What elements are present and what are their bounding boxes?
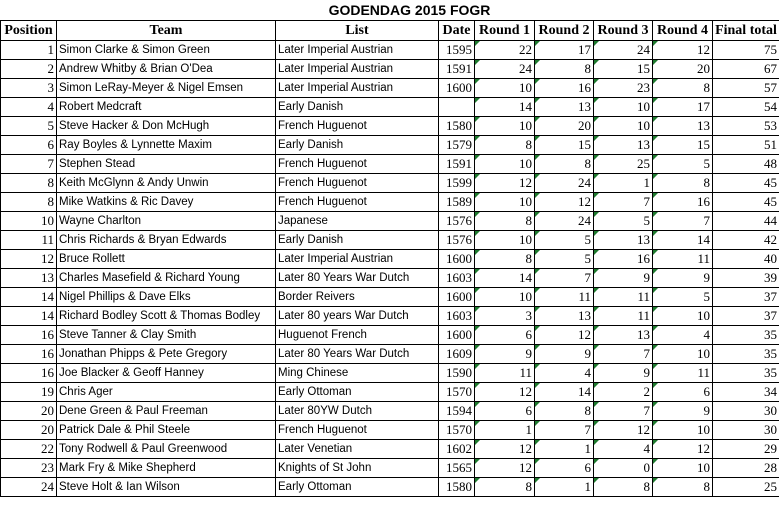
cell-round-3[interactable]: 10 bbox=[594, 117, 653, 136]
cell-final-total[interactable]: 57 bbox=[713, 79, 779, 98]
cell-round-3[interactable]: 7 bbox=[594, 345, 653, 364]
cell-list[interactable]: Early Danish bbox=[276, 136, 439, 155]
cell-round-1[interactable]: 8 bbox=[475, 212, 535, 231]
table-row bbox=[1, 60, 779, 79]
cell-round-2[interactable]: 17 bbox=[535, 41, 594, 60]
header-date[interactable]: Date bbox=[439, 21, 475, 41]
cell-round-2[interactable]: 8 bbox=[535, 155, 594, 174]
cell-final-total[interactable]: 54 bbox=[713, 98, 779, 117]
cell-round-1[interactable]: 3 bbox=[475, 307, 535, 326]
cell-round-4[interactable]: 11 bbox=[653, 364, 713, 383]
cell-final-total[interactable]: 40 bbox=[713, 250, 779, 269]
table-row bbox=[1, 402, 779, 421]
cell-round-4[interactable]: 5 bbox=[653, 288, 713, 307]
cell-round-4[interactable]: 14 bbox=[653, 231, 713, 250]
table-row bbox=[1, 98, 779, 117]
cell-round-1[interactable]: 1 bbox=[475, 421, 535, 440]
cell-team[interactable]: Mike Watkins & Ric Davey bbox=[57, 193, 276, 212]
cell-team[interactable]: Charles Masefield & Richard Young bbox=[57, 269, 276, 288]
cell-position[interactable]: 3 bbox=[1, 79, 57, 98]
cell-final-total[interactable]: 45 bbox=[713, 193, 779, 212]
cell-round-1[interactable]: 24 bbox=[475, 60, 535, 79]
cell-team[interactable]: Steve Holt & Ian Wilson bbox=[57, 478, 276, 497]
cell-round-4[interactable]: 16 bbox=[653, 193, 713, 212]
cell-round-4[interactable]: 5 bbox=[653, 155, 713, 174]
cell-final-total[interactable]: 45 bbox=[713, 174, 779, 193]
cell-round-1[interactable]: 10 bbox=[475, 155, 535, 174]
cell-list[interactable]: French Huguenot bbox=[276, 155, 439, 174]
cell-round-3[interactable]: 8 bbox=[594, 478, 653, 497]
cell-team[interactable]: Patrick Dale & Phil Steele bbox=[57, 421, 276, 440]
cell-team[interactable]: Richard Bodley Scott & Thomas Bodley bbox=[57, 307, 276, 326]
cell-position[interactable]: 5 bbox=[1, 117, 57, 136]
cell-round-1[interactable]: 12 bbox=[475, 459, 535, 478]
cell-date[interactable]: 1602 bbox=[439, 440, 475, 459]
cell-round-4[interactable]: 8 bbox=[653, 478, 713, 497]
table-row bbox=[1, 478, 779, 497]
cell-list[interactable]: Early Danish bbox=[276, 98, 439, 117]
cell-round-4[interactable]: 13 bbox=[653, 117, 713, 136]
cell-round-3[interactable]: 24 bbox=[594, 41, 653, 60]
cell-round-1[interactable]: 14 bbox=[475, 269, 535, 288]
cell-date[interactable]: 1599 bbox=[439, 174, 475, 193]
cell-team[interactable]: Dene Green & Paul Freeman bbox=[57, 402, 276, 421]
cell-round-2[interactable]: 9 bbox=[535, 345, 594, 364]
cell-round-1[interactable]: 6 bbox=[475, 326, 535, 345]
cell-round-1[interactable]: 6 bbox=[475, 402, 535, 421]
cell-round-3[interactable]: 9 bbox=[594, 269, 653, 288]
table-row bbox=[1, 250, 779, 269]
cell-list[interactable]: Later Imperial Austrian bbox=[276, 79, 439, 98]
cell-round-4[interactable]: 12 bbox=[653, 440, 713, 459]
cell-position[interactable]: 8 bbox=[1, 193, 57, 212]
cell-round-4[interactable]: 4 bbox=[653, 326, 713, 345]
header-position[interactable]: Position bbox=[1, 21, 57, 41]
cell-date[interactable]: 1594 bbox=[439, 402, 475, 421]
cell-round-4[interactable]: 10 bbox=[653, 307, 713, 326]
table-row bbox=[1, 155, 779, 174]
cell-list[interactable]: Later Imperial Austrian bbox=[276, 60, 439, 79]
cell-final-total[interactable]: 39 bbox=[713, 269, 779, 288]
cell-team[interactable]: Andrew Whitby & Brian O'Dea bbox=[57, 60, 276, 79]
cell-date[interactable]: 1580 bbox=[439, 117, 475, 136]
header-team[interactable]: Team bbox=[57, 21, 276, 41]
cell-position[interactable]: 19 bbox=[1, 383, 57, 402]
cell-round-4[interactable]: 7 bbox=[653, 212, 713, 231]
cell-round-2[interactable]: 15 bbox=[535, 136, 594, 155]
cell-list[interactable]: Later Imperial Austrian bbox=[276, 250, 439, 269]
cell-team[interactable]: Jonathan Phipps & Pete Gregory bbox=[57, 345, 276, 364]
cell-team[interactable]: Stephen Stead bbox=[57, 155, 276, 174]
cell-position[interactable]: 24 bbox=[1, 478, 57, 497]
cell-round-2[interactable]: 13 bbox=[535, 307, 594, 326]
cell-list[interactable]: Later 80 Years War Dutch bbox=[276, 269, 439, 288]
table-row bbox=[1, 212, 779, 231]
cell-round-4[interactable]: 10 bbox=[653, 459, 713, 478]
cell-round-2[interactable]: 1 bbox=[535, 478, 594, 497]
cell-date[interactable]: 1595 bbox=[439, 41, 475, 60]
cell-list[interactable]: French Huguenot bbox=[276, 117, 439, 136]
cell-date[interactable]: 1603 bbox=[439, 269, 475, 288]
cell-team[interactable]: Chris Richards & Bryan Edwards bbox=[57, 231, 276, 250]
cell-round-1[interactable]: 8 bbox=[475, 478, 535, 497]
table-row bbox=[1, 136, 779, 155]
cell-team[interactable]: Chris Ager bbox=[57, 383, 276, 402]
cell-round-4[interactable]: 9 bbox=[653, 402, 713, 421]
cell-list[interactable]: Later Imperial Austrian bbox=[276, 41, 439, 60]
cell-list[interactable]: Early Danish bbox=[276, 231, 439, 250]
cell-list[interactable]: Japanese bbox=[276, 212, 439, 231]
cell-round-1[interactable]: 11 bbox=[475, 364, 535, 383]
cell-list[interactable]: Knights of St John bbox=[276, 459, 439, 478]
table-row bbox=[1, 269, 779, 288]
cell-list[interactable]: Early Ottoman bbox=[276, 478, 439, 497]
cell-final-total[interactable]: 48 bbox=[713, 155, 779, 174]
cell-round-3[interactable]: 5 bbox=[594, 212, 653, 231]
cell-final-total[interactable]: 51 bbox=[713, 136, 779, 155]
cell-position[interactable]: 16 bbox=[1, 364, 57, 383]
cell-round-3[interactable]: 23 bbox=[594, 79, 653, 98]
cell-date[interactable]: 1600 bbox=[439, 79, 475, 98]
cell-team[interactable]: Ray Boyles & Lynnette Maxim bbox=[57, 136, 276, 155]
cell-date[interactable]: 1600 bbox=[439, 326, 475, 345]
cell-position[interactable]: 16 bbox=[1, 345, 57, 364]
cell-round-2[interactable]: 20 bbox=[535, 117, 594, 136]
cell-round-1[interactable]: 14 bbox=[475, 98, 535, 117]
cell-final-total[interactable]: 35 bbox=[713, 345, 779, 364]
cell-round-3[interactable]: 13 bbox=[594, 136, 653, 155]
cell-date[interactable]: 1603 bbox=[439, 307, 475, 326]
table-row bbox=[1, 231, 779, 250]
cell-position[interactable]: 20 bbox=[1, 421, 57, 440]
cell-round-3[interactable]: 4 bbox=[594, 440, 653, 459]
cell-round-2[interactable]: 7 bbox=[535, 269, 594, 288]
cell-team[interactable]: Simon Clarke & Simon Green bbox=[57, 41, 276, 60]
table-row bbox=[1, 459, 779, 478]
cell-position[interactable]: 16 bbox=[1, 326, 57, 345]
cell-round-4[interactable]: 10 bbox=[653, 345, 713, 364]
cell-final-total[interactable]: 37 bbox=[713, 288, 779, 307]
cell-round-3[interactable]: 9 bbox=[594, 364, 653, 383]
cell-team[interactable]: Steve Hacker & Don McHugh bbox=[57, 117, 276, 136]
cell-position[interactable]: 23 bbox=[1, 459, 57, 478]
cell-team[interactable]: Steve Tanner & Clay Smith bbox=[57, 326, 276, 345]
cell-round-2[interactable]: 12 bbox=[535, 326, 594, 345]
header-row bbox=[1, 21, 779, 41]
table-body bbox=[1, 41, 779, 497]
cell-round-1[interactable]: 10 bbox=[475, 117, 535, 136]
cell-date[interactable]: 1570 bbox=[439, 421, 475, 440]
cell-round-1[interactable]: 12 bbox=[475, 383, 535, 402]
cell-round-2[interactable]: 24 bbox=[535, 212, 594, 231]
cell-position[interactable]: 2 bbox=[1, 60, 57, 79]
cell-round-4[interactable]: 6 bbox=[653, 383, 713, 402]
cell-final-total[interactable]: 53 bbox=[713, 117, 779, 136]
cell-round-1[interactable]: 12 bbox=[475, 174, 535, 193]
cell-round-2[interactable]: 13 bbox=[535, 98, 594, 117]
cell-position[interactable]: 12 bbox=[1, 250, 57, 269]
cell-round-1[interactable]: 10 bbox=[475, 288, 535, 307]
cell-round-3[interactable]: 13 bbox=[594, 326, 653, 345]
cell-final-total[interactable]: 30 bbox=[713, 421, 779, 440]
cell-position[interactable]: 14 bbox=[1, 307, 57, 326]
cell-date[interactable]: 1609 bbox=[439, 345, 475, 364]
header-round-4[interactable]: Round 4 bbox=[653, 21, 713, 41]
cell-list[interactable]: Huguenot French bbox=[276, 326, 439, 345]
cell-list[interactable]: Later 80 Years War Dutch bbox=[276, 345, 439, 364]
cell-round-2[interactable]: 11 bbox=[535, 288, 594, 307]
cell-round-2[interactable]: 14 bbox=[535, 383, 594, 402]
table-row bbox=[1, 307, 779, 326]
cell-round-4[interactable]: 10 bbox=[653, 421, 713, 440]
cell-final-total[interactable]: 30 bbox=[713, 402, 779, 421]
cell-position[interactable]: 14 bbox=[1, 288, 57, 307]
cell-team[interactable]: Joe Blacker & Geoff Hanney bbox=[57, 364, 276, 383]
header-round-3[interactable]: Round 3 bbox=[594, 21, 653, 41]
cell-round-2[interactable]: 24 bbox=[535, 174, 594, 193]
cell-list[interactable]: French Huguenot bbox=[276, 174, 439, 193]
cell-round-3[interactable]: 25 bbox=[594, 155, 653, 174]
cell-date[interactable]: 1591 bbox=[439, 155, 475, 174]
cell-team[interactable]: Keith McGlynn & Andy Unwin bbox=[57, 174, 276, 193]
cell-final-total[interactable]: 35 bbox=[713, 364, 779, 383]
cell-position[interactable]: 22 bbox=[1, 440, 57, 459]
cell-date[interactable]: 1576 bbox=[439, 212, 475, 231]
cell-round-1[interactable]: 9 bbox=[475, 345, 535, 364]
cell-list[interactable]: French Huguenot bbox=[276, 421, 439, 440]
cell-final-total[interactable]: 67 bbox=[713, 60, 779, 79]
cell-date[interactable]: 1576 bbox=[439, 231, 475, 250]
cell-round-1[interactable]: 10 bbox=[475, 231, 535, 250]
cell-position[interactable]: 6 bbox=[1, 136, 57, 155]
table-row bbox=[1, 79, 779, 98]
cell-round-3[interactable]: 11 bbox=[594, 288, 653, 307]
cell-round-2[interactable]: 7 bbox=[535, 421, 594, 440]
cell-date[interactable]: 1590 bbox=[439, 364, 475, 383]
cell-round-4[interactable]: 17 bbox=[653, 98, 713, 117]
cell-round-4[interactable]: 11 bbox=[653, 250, 713, 269]
cell-round-4[interactable]: 20 bbox=[653, 60, 713, 79]
cell-final-total[interactable]: 42 bbox=[713, 231, 779, 250]
cell-round-1[interactable]: 10 bbox=[475, 79, 535, 98]
cell-round-4[interactable]: 15 bbox=[653, 136, 713, 155]
cell-team[interactable]: Bruce Rollett bbox=[57, 250, 276, 269]
table-row bbox=[1, 364, 779, 383]
cell-round-3[interactable]: 12 bbox=[594, 421, 653, 440]
cell-list[interactable]: Border Reivers bbox=[276, 288, 439, 307]
cell-team[interactable]: Simon LeRay-Meyer & Nigel Emsen bbox=[57, 79, 276, 98]
cell-round-3[interactable]: 11 bbox=[594, 307, 653, 326]
cell-position[interactable]: 1 bbox=[1, 41, 57, 60]
cell-final-total[interactable]: 37 bbox=[713, 307, 779, 326]
cell-round-2[interactable]: 16 bbox=[535, 79, 594, 98]
cell-list[interactable]: Early Ottoman bbox=[276, 383, 439, 402]
cell-date[interactable] bbox=[439, 98, 475, 117]
cell-round-2[interactable]: 8 bbox=[535, 402, 594, 421]
table-row bbox=[1, 421, 779, 440]
cell-date[interactable]: 1600 bbox=[439, 250, 475, 269]
cell-round-3[interactable]: 2 bbox=[594, 383, 653, 402]
cell-round-1[interactable]: 8 bbox=[475, 250, 535, 269]
cell-round-1[interactable]: 12 bbox=[475, 440, 535, 459]
cell-final-total[interactable]: 25 bbox=[713, 478, 779, 497]
cell-team[interactable]: Nigel Phillips & Dave Elks bbox=[57, 288, 276, 307]
cell-position[interactable]: 8 bbox=[1, 174, 57, 193]
cell-list[interactable]: Later Venetian bbox=[276, 440, 439, 459]
cell-final-total[interactable]: 34 bbox=[713, 383, 779, 402]
table-row bbox=[1, 440, 779, 459]
cell-round-2[interactable]: 5 bbox=[535, 231, 594, 250]
cell-round-2[interactable]: 5 bbox=[535, 250, 594, 269]
table-row bbox=[1, 174, 779, 193]
cell-final-total[interactable]: 35 bbox=[713, 326, 779, 345]
cell-position[interactable]: 13 bbox=[1, 269, 57, 288]
cell-position[interactable]: 7 bbox=[1, 155, 57, 174]
cell-round-3[interactable]: 7 bbox=[594, 402, 653, 421]
cell-round-1[interactable]: 10 bbox=[475, 193, 535, 212]
cell-round-2[interactable]: 1 bbox=[535, 440, 594, 459]
cell-position[interactable]: 10 bbox=[1, 212, 57, 231]
table-row bbox=[1, 193, 779, 212]
header-list[interactable]: List bbox=[276, 21, 439, 41]
cell-date[interactable]: 1580 bbox=[439, 478, 475, 497]
cell-position[interactable]: 20 bbox=[1, 402, 57, 421]
table-row bbox=[1, 383, 779, 402]
cell-team[interactable]: Robert Medcraft bbox=[57, 98, 276, 117]
cell-position[interactable]: 4 bbox=[1, 98, 57, 117]
table-row bbox=[1, 326, 779, 345]
header-round-1[interactable]: Round 1 bbox=[475, 21, 535, 41]
cell-position[interactable]: 11 bbox=[1, 231, 57, 250]
cell-round-2[interactable]: 6 bbox=[535, 459, 594, 478]
cell-final-total[interactable]: 44 bbox=[713, 212, 779, 231]
cell-final-total[interactable]: 75 bbox=[713, 41, 779, 60]
cell-round-4[interactable]: 9 bbox=[653, 269, 713, 288]
cell-team[interactable]: Tony Rodwell & Paul Greenwood bbox=[57, 440, 276, 459]
cell-round-4[interactable]: 12 bbox=[653, 41, 713, 60]
cell-date[interactable]: 1600 bbox=[439, 288, 475, 307]
sheet-title: GODENDAG 2015 FOGR bbox=[328, 2, 491, 18]
cell-date[interactable]: 1565 bbox=[439, 459, 475, 478]
cell-list[interactable]: Later 80YW Dutch bbox=[276, 402, 439, 421]
cell-date[interactable]: 1591 bbox=[439, 60, 475, 79]
cell-round-3[interactable]: 7 bbox=[594, 193, 653, 212]
cell-list[interactable]: Later 80 years War Dutch bbox=[276, 307, 439, 326]
header-final-total[interactable]: Final total bbox=[713, 21, 779, 41]
results-table bbox=[0, 20, 779, 497]
cell-final-total[interactable]: 28 bbox=[713, 459, 779, 478]
cell-round-1[interactable]: 8 bbox=[475, 136, 535, 155]
table-row bbox=[1, 41, 779, 60]
header-round-2[interactable]: Round 2 bbox=[535, 21, 594, 41]
cell-list[interactable]: Ming Chinese bbox=[276, 364, 439, 383]
table-row bbox=[1, 288, 779, 307]
cell-round-3[interactable]: 16 bbox=[594, 250, 653, 269]
table-row bbox=[1, 117, 779, 136]
cell-date[interactable]: 1589 bbox=[439, 193, 475, 212]
cell-round-3[interactable]: 1 bbox=[594, 174, 653, 193]
cell-round-2[interactable]: 4 bbox=[535, 364, 594, 383]
cell-round-2[interactable]: 12 bbox=[535, 193, 594, 212]
cell-round-3[interactable]: 15 bbox=[594, 60, 653, 79]
cell-round-4[interactable]: 8 bbox=[653, 174, 713, 193]
cell-round-3[interactable]: 10 bbox=[594, 98, 653, 117]
cell-team[interactable]: Mark Fry & Mike Shepherd bbox=[57, 459, 276, 478]
cell-round-1[interactable]: 22 bbox=[475, 41, 535, 60]
cell-date[interactable]: 1579 bbox=[439, 136, 475, 155]
cell-date[interactable]: 1570 bbox=[439, 383, 475, 402]
cell-round-3[interactable]: 0 bbox=[594, 459, 653, 478]
cell-final-total[interactable]: 29 bbox=[713, 440, 779, 459]
cell-team[interactable]: Wayne Charlton bbox=[57, 212, 276, 231]
cell-list[interactable]: French Huguenot bbox=[276, 193, 439, 212]
cell-round-4[interactable]: 8 bbox=[653, 79, 713, 98]
table-row bbox=[1, 345, 779, 364]
cell-round-2[interactable]: 8 bbox=[535, 60, 594, 79]
cell-round-3[interactable]: 13 bbox=[594, 231, 653, 250]
